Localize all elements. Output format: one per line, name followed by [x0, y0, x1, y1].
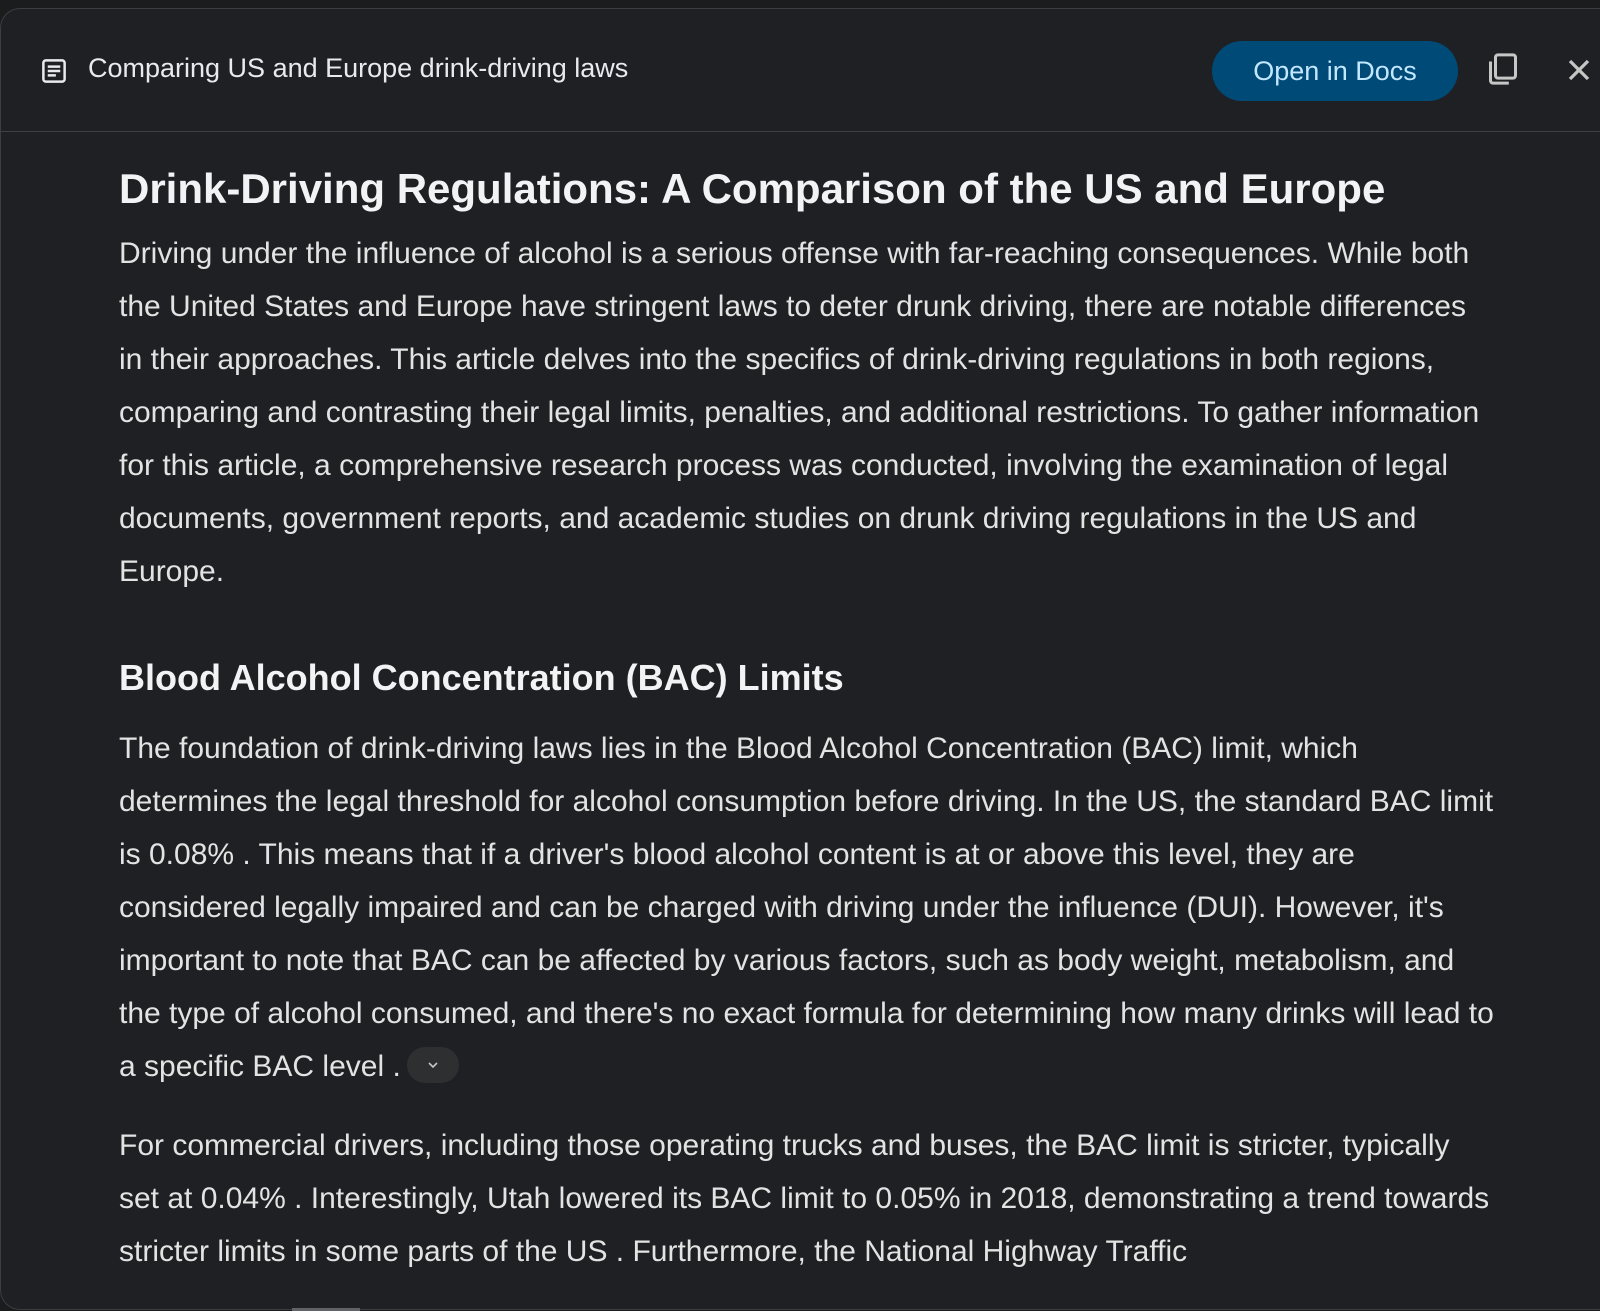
document-preview-panel — [0, 8, 1600, 1310]
panel-title: Comparing US and Europe drink-driving laws — [88, 53, 629, 83]
chevron-down-icon — [425, 1057, 441, 1073]
intro-paragraph: Driving under the influence of alcohol is a serious offense with far-reaching consequences. While both the United States and Europe have stringent laws to deter drunk driving, there are notable differences in their approaches. This article delves into the specifics of drink-driving regulations in both regions, comparing and contrasting their legal limits, penalties, and additional restrictions. To gather information for this article, a comprehensive research process was conducted, involving the examination of legal documents, government reports, and academic studies on drunk driving regulations in the US and Europe. — [119, 237, 1480, 588]
bac-paragraph — [119, 722, 1494, 1093]
close-icon[interactable] — [1561, 52, 1597, 88]
document-icon — [39, 56, 69, 86]
copy-icon[interactable] — [1483, 49, 1523, 89]
commercial-drivers-paragraph: For commercial drivers, including those operating trucks and buses, the BAC limit is stricter, typically set at 0.04% . Interestingly, Utah lowered its BAC limit to 0.05% in 2018, demonstrating a trend towards stricter limits in some parts of the US . Furthermore, the National Highway Traffic — [119, 1129, 1490, 1268]
article-content — [119, 159, 1494, 1278]
open-in-docs-button[interactable]: Open in Docs — [1212, 41, 1458, 101]
bac-paragraph-text: The foundation of drink-driving laws lies in the Blood Alcohol Concentration (BAC) limit, which determines the legal threshold for alcohol consumption before driving. In the US, the standard BAC limit is 0.08% . This means that if a driver's blood alcohol content is at or above this level, they are considered legally impaired and can be charged with driving under the influence (DUI). However, it's important to note that BAC can be affected by various factors, such as body weight, metabolism, and the type of alcohol consumed, and there's no exact formula for determining how many drinks will lead to a specific BAC level . — [119, 732, 1494, 1083]
panel-header — [1, 9, 1600, 132]
section-title-bac: Blood Alcohol Concentration (BAC) Limits — [119, 657, 844, 698]
expand-sources-chip[interactable] — [407, 1047, 459, 1083]
article-title: Drink-Driving Regulations: A Comparison of the US and Europe — [119, 165, 1386, 212]
